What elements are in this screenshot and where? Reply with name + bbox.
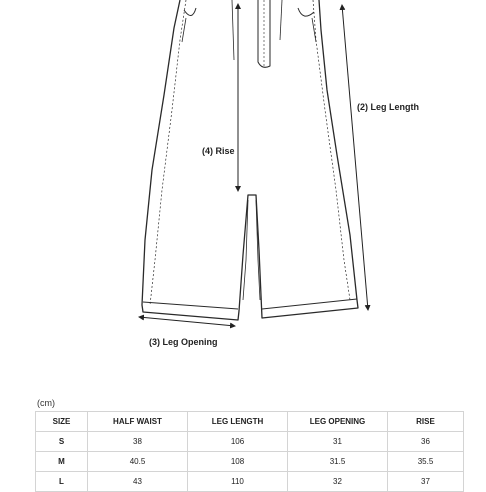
leg-length-arrow [342,5,368,310]
cell-half-waist: 43 [88,472,188,492]
table-row [36,432,464,452]
unit-label: (cm) [37,398,55,408]
header-leg-opening: LEG OPENING [288,412,388,432]
rise-label: (4) Rise [202,146,235,156]
cell-leg-length: 108 [188,452,288,472]
cell-size: M [36,452,88,472]
leg-length-label: (2) Leg Length [357,102,419,112]
header-leg-length: LEG LENGTH [188,412,288,432]
cell-leg-opening: 32 [288,472,388,492]
header-half-waist: HALF WAIST [88,412,188,432]
cell-rise: 37 [388,472,464,492]
table-row [36,472,464,492]
cell-leg-length: 106 [188,432,288,452]
cell-half-waist: 38 [88,432,188,452]
cell-half-waist: 40.5 [88,452,188,472]
cell-leg-opening: 31.5 [288,452,388,472]
leg-opening-label: (3) Leg Opening [149,337,218,347]
cell-rise: 36 [388,432,464,452]
header-size: SIZE [36,412,88,432]
size-table [35,411,464,492]
cell-leg-opening: 31 [288,432,388,452]
pants-outline [142,0,358,320]
cell-size: L [36,472,88,492]
table-row [36,452,464,472]
cell-rise: 35.5 [388,452,464,472]
header-rise: RISE [388,412,464,432]
cell-size: S [36,432,88,452]
cell-leg-length: 110 [188,472,288,492]
table-header-row [36,412,464,432]
